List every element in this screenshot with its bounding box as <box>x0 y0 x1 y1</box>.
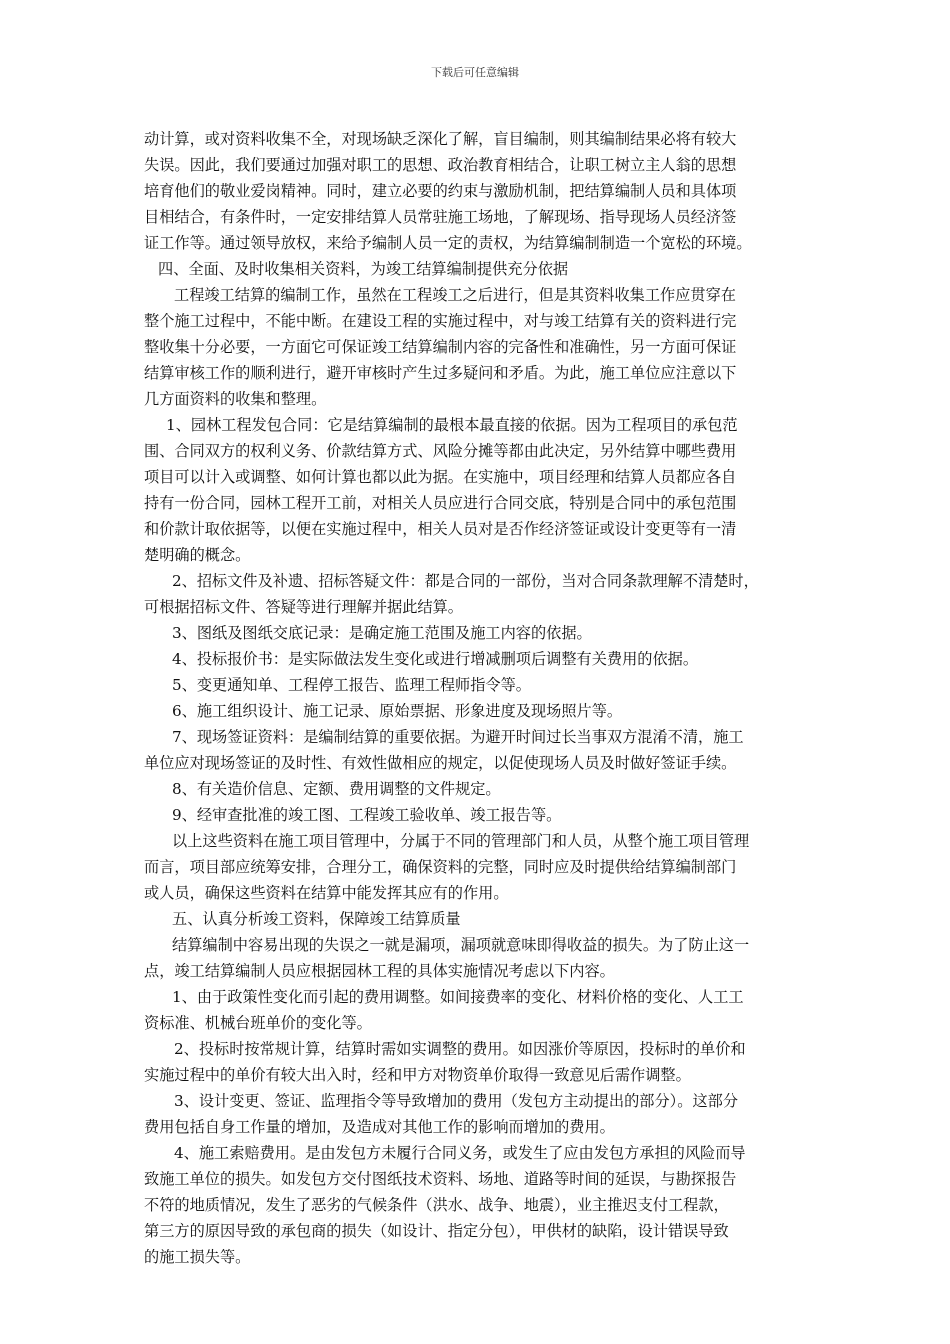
text-line: 单位应对现场签证的及时性、有效性做相应的规定，以促使现场人员及时做好签证手续。 <box>144 754 737 772</box>
text-line: 可根据招标文件、答疑等进行理解并据此结算。 <box>144 598 463 616</box>
text-line: 7、现场签证资料：是编制结算的重要依据。为避开时间过长当事双方混淆不清，施工 <box>172 728 744 746</box>
text-line: 几方面资料的收集和整理。 <box>144 390 327 408</box>
text-line: 项目可以计入或调整、如何计算也都以此为据。在实施中，项目经理和结算人员都应各自 <box>144 468 737 486</box>
text-line: 和价款计取依据等，以便在实施过程中，相关人员对是否作经济签证或设计变更等有一清 <box>144 520 737 538</box>
text-line: 3、图纸及图纸交底记录：是确定施工范围及施工内容的依据。 <box>172 624 592 642</box>
text-line: 3、设计变更、签证、监理指令等导致增加的费用（发包方主动提出的部分）。这部分 <box>174 1092 739 1110</box>
text-line: 四、全面、及时收集相关资料，为竣工结算编制提供充分依据 <box>158 260 569 278</box>
text-line: 围、合同双方的权利义务、价款结算方式、风险分摊等都由此决定，另外结算中哪些费用 <box>144 442 737 460</box>
text-line: 6、施工组织设计、施工记录、原始票据、形象进度及现场照片等。 <box>172 702 623 720</box>
text-line: 9、经审查批准的竣工图、工程竣工验收单、竣工报告等。 <box>172 806 562 824</box>
text-line: 第三方的原因导致的承包商的损失（如设计、指定分包），甲供材的缺陷，设计错误导致 <box>144 1222 729 1240</box>
text-line: 2、招标文件及补遗、招标答疑文件：都是合同的一部份，当对合同条款理解不清楚时， <box>172 572 759 590</box>
text-line: 目相结合，有条件时，一定安排结算人员常驻施工场地，了解现场、指导现场人员经济签 <box>144 208 737 226</box>
text-line: 致施工单位的损失。如发包方交付图纸技术资料、场地、道路等时间的延误，与勘探报告 <box>144 1170 737 1188</box>
text-line: 证工作等。通过领导放权，来给予编制人员一定的责权，为结算编制制造一个宽松的环境。 <box>144 234 752 252</box>
text-line: 楚明确的概念。 <box>144 546 251 564</box>
text-line: 而言，项目部应统筹安排，合理分工，确保资料的完整，同时应及时提供给结算编制部门 <box>144 858 737 876</box>
text-line: 费用包括自身工作量的增加，及造成对其他工作的影响而增加的费用。 <box>144 1118 615 1136</box>
text-line: 8、有关造价信息、定额、费用调整的文件规定。 <box>172 780 501 798</box>
text-line: 4、施工索赔费用。是由发包方未履行合同义务，或发生了应由发包方承担的风险而导 <box>174 1144 746 1162</box>
text-line: 实施过程中的单价有较大出入时，经和甲方对物资单价取得一致意见后需作调整。 <box>144 1066 691 1084</box>
text-line: 或人员，确保这些资料在结算中能发挥其应有的作用。 <box>144 884 509 902</box>
text-line: 4、投标报价书：是实际做法发生变化或进行增减删项后调整有关费用的依据。 <box>172 650 699 668</box>
text-line: 持有一份合同，园林工程开工前，对相关人员应进行合同交底，特别是合同中的承包范围 <box>144 494 737 512</box>
text-line: 整个施工过程中，不能中断。在建设工程的实施过程中，对与竣工结算有关的资料进行完 <box>144 312 737 330</box>
text-line: 5、变更通知单、工程停工报告、监理工程师指令等。 <box>172 676 531 694</box>
page-header: 下载后可任意编辑 <box>431 66 519 79</box>
text-line: 点，竣工结算编制人员应根据园林工程的具体实施情况考虑以下内容。 <box>144 962 615 980</box>
text-line: 五、认真分析竣工资料，保障竣工结算质量 <box>172 910 461 928</box>
text-line: 不符的地质情况，发生了恶劣的气候条件（洪水、战争、地震），业主推迟支付工程款， <box>144 1196 729 1214</box>
text-line: 以上这些资料在施工项目管理中，分属于不同的管理部门和人员，从整个施工项目管理 <box>172 832 750 850</box>
text-line: 整收集十分必要，一方面它可保证竣工结算编制内容的完备性和准确性，另一方面可保证 <box>144 338 737 356</box>
text-line: 1、园林工程发包合同：它是结算编制的最根本最直接的依据。因为工程项目的承包范 <box>166 416 738 434</box>
text-line: 的施工损失等。 <box>144 1248 251 1266</box>
text-line: 资标准、机械台班单价的变化等。 <box>144 1014 372 1032</box>
text-line: 1、由于政策性变化而引起的费用调整。如间接费率的变化、材料价格的变化、人工工 <box>172 988 744 1006</box>
text-line: 动计算，或对资料收集不全，对现场缺乏深化了解，盲目编制，则其编制结果必将有较大 <box>144 130 737 148</box>
text-line: 2、投标时按常规计算，结算时需如实调整的费用。如因涨价等原因，投标时的单价和 <box>174 1040 746 1058</box>
text-line: 培育他们的敬业爱岗精神。同时，建立必要的约束与激励机制，把结算编制人员和具体项 <box>144 182 737 200</box>
text-line: 工程竣工结算的编制工作，虽然在工程竣工之后进行，但是其资料收集工作应贯穿在 <box>174 286 736 304</box>
document-body <box>144 126 810 1270</box>
text-line: 结算审核工作的顺利进行，避开审核时产生过多疑问和矛盾。为此，施工单位应注意以下 <box>144 364 737 382</box>
text-line: 失误。因此，我们要通过加强对职工的思想、政治教育相结合，让职工树立主人翁的思想 <box>144 156 737 174</box>
text-line: 结算编制中容易出现的失误之一就是漏项，漏项就意味即得收益的损失。为了防止这一 <box>172 936 750 954</box>
